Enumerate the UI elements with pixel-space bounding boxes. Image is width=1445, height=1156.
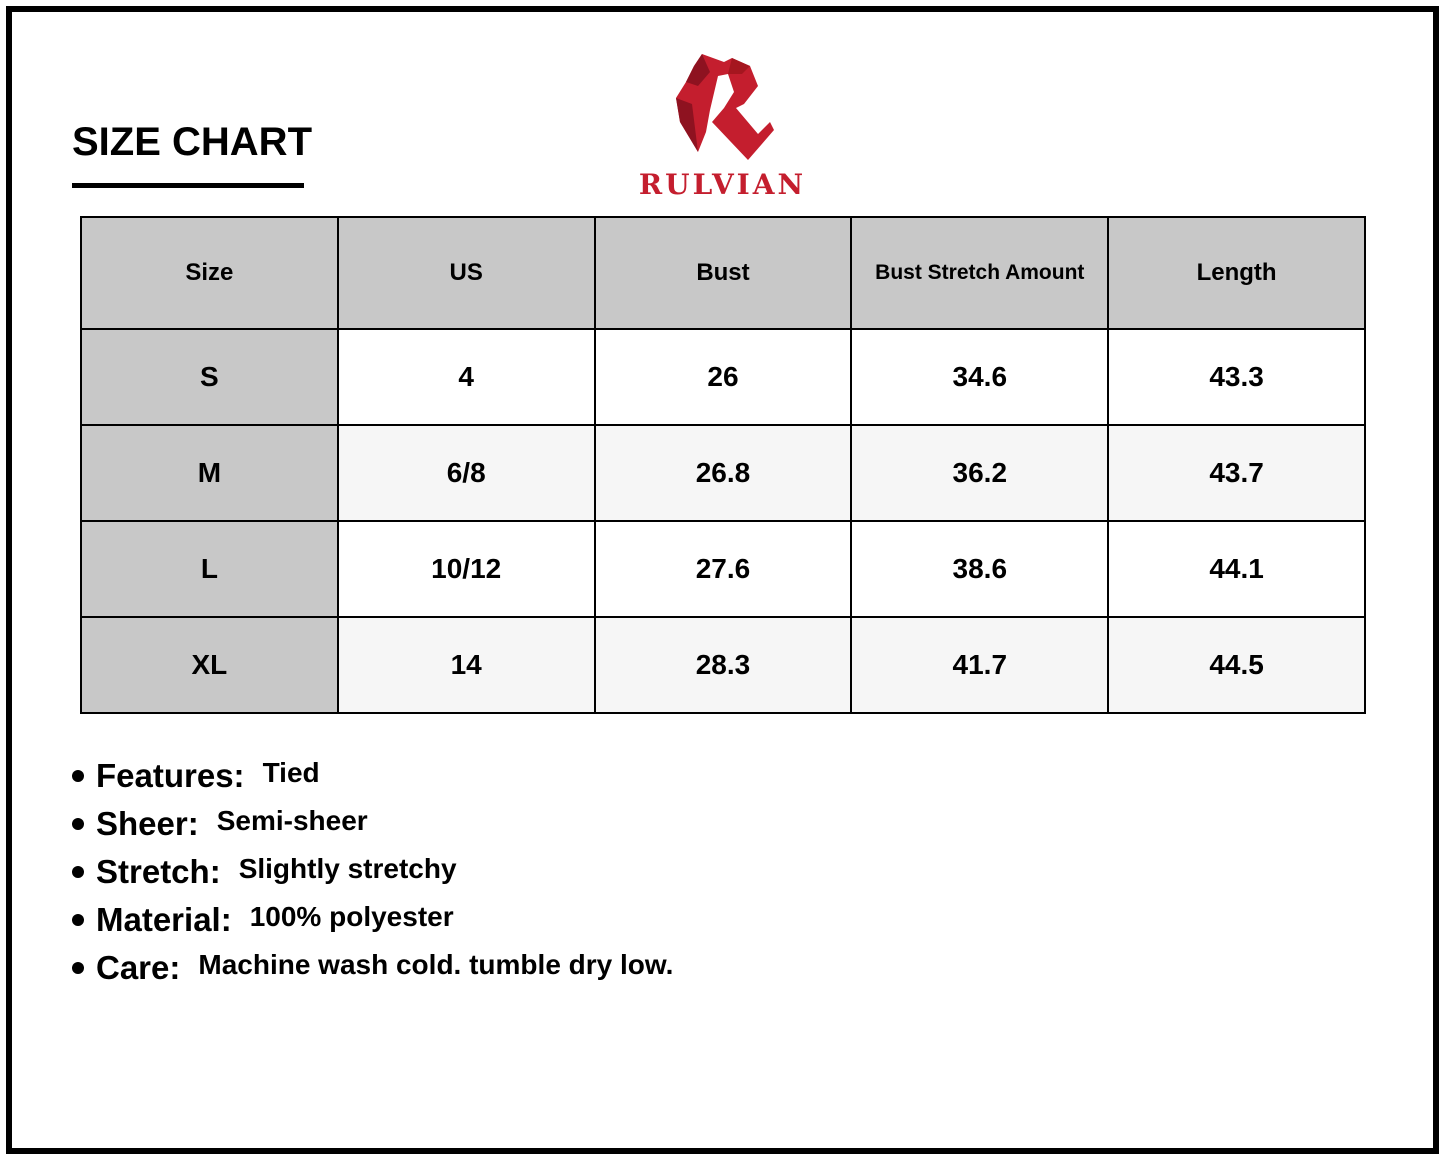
stretch-value: Slightly stretchy (238, 853, 457, 884)
sheer-value: Semi-sheer (216, 805, 368, 836)
table-row (81, 521, 1365, 617)
us-cell: 14 (338, 617, 595, 713)
size-cell: XL (81, 617, 338, 713)
title-underline (72, 183, 304, 188)
length-cell: 44.5 (1108, 617, 1365, 713)
material-value: 100% polyester (249, 901, 454, 932)
table-row (81, 617, 1365, 713)
size-chart-table (80, 216, 1366, 714)
size-cell: S (81, 329, 338, 425)
length-cell: 44.1 (1108, 521, 1365, 617)
care-value: Machine wash cold. tumble dry low. (198, 949, 674, 980)
list-item (72, 896, 673, 944)
feature-list (72, 752, 673, 992)
brand-logo (620, 48, 825, 203)
column-header-size: Size (81, 217, 338, 329)
size-cell: M (81, 425, 338, 521)
us-cell: 6/8 (338, 425, 595, 521)
care-label: Care: (96, 949, 181, 986)
feature-label: Features: (96, 757, 245, 794)
column-header-length: Length (1108, 217, 1365, 329)
bullet-icon (72, 770, 84, 782)
column-header-bust-stretch: Bust Stretch Amount (851, 217, 1108, 329)
size-cell: L (81, 521, 338, 617)
sheer-label: Sheer: (96, 805, 199, 842)
length-cell: 43.3 (1108, 329, 1365, 425)
bust-stretch-cell: 34.6 (851, 329, 1108, 425)
us-cell: 4 (338, 329, 595, 425)
bullet-icon (72, 818, 84, 830)
column-header-us: US (338, 217, 595, 329)
page-title: SIZE CHART (72, 120, 312, 164)
bullet-icon (72, 914, 84, 926)
bust-cell: 26 (595, 329, 852, 425)
bullet-icon (72, 962, 84, 974)
table-row (81, 329, 1365, 425)
bullet-icon (72, 866, 84, 878)
bust-stretch-cell: 36.2 (851, 425, 1108, 521)
bust-cell: 28.3 (595, 617, 852, 713)
table-header-row (81, 217, 1365, 329)
length-cell: 43.7 (1108, 425, 1365, 521)
bust-stretch-cell: 41.7 (851, 617, 1108, 713)
bust-cell: 26.8 (595, 425, 852, 521)
bust-cell: 27.6 (595, 521, 852, 617)
material-label: Material: (96, 901, 232, 938)
table-row (81, 425, 1365, 521)
feature-value: Tied (262, 757, 320, 788)
us-cell: 10/12 (338, 521, 595, 617)
list-item (72, 944, 673, 992)
brand-name: RULVIAN (638, 168, 807, 201)
bust-stretch-cell: 38.6 (851, 521, 1108, 617)
column-header-bust: Bust (595, 217, 852, 329)
rulvian-r-logo-icon (672, 52, 774, 162)
list-item (72, 848, 673, 896)
stretch-label: Stretch: (96, 853, 221, 890)
list-item (72, 800, 673, 848)
list-item (72, 752, 673, 800)
